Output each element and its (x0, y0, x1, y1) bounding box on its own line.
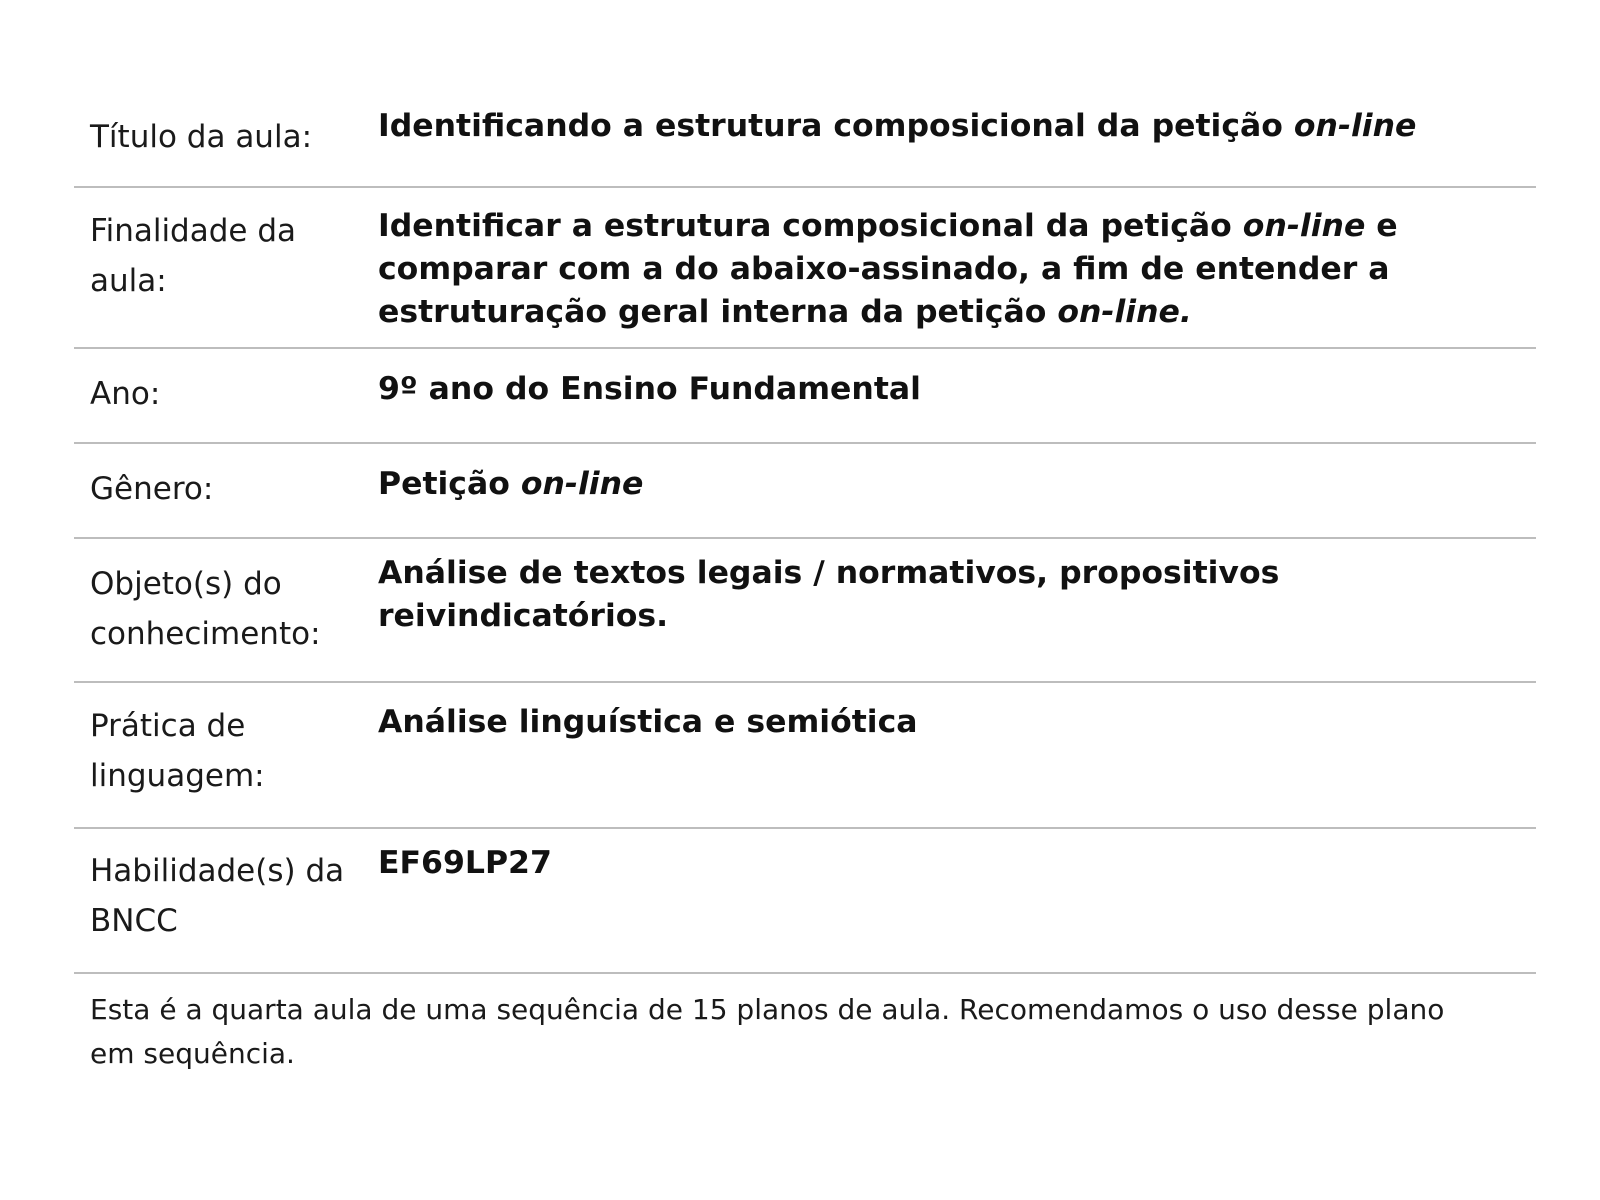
label-finalidade (74, 188, 378, 347)
value-titulo (378, 86, 1536, 186)
row-objeto (74, 539, 1536, 683)
label-ano: Ano: (90, 376, 161, 412)
value-genero (378, 444, 1536, 537)
lesson-plan-table (74, 86, 1536, 1076)
row-pratica (74, 683, 1536, 829)
label-finalidade-line2: aula: (90, 263, 167, 299)
value-finalidade-italic2: on-line. (1057, 294, 1192, 330)
value-objeto: Análise de textos legais / normativos, propositivos reivindicatórios. (378, 555, 1280, 634)
row-ano (74, 349, 1536, 444)
value-pratica: Análise linguística e semiótica (378, 704, 918, 740)
label-objeto (74, 539, 378, 681)
value-finalidade-part2: e comparar com a do abaixo-assinado, a fim de entender a estruturação geral interna da petição (378, 208, 1398, 330)
label-titulo: Título da aula: (90, 119, 313, 155)
label-objeto-line2: conhecimento: (90, 616, 321, 652)
label-habilidade (74, 829, 378, 972)
label-finalidade-line1: Finalidade da (90, 213, 297, 249)
value-titulo-text: Identificando a estrutura composicional da petição (378, 108, 1283, 144)
value-genero-italic: on-line (520, 466, 644, 502)
value-titulo-italic: on-line (1293, 108, 1417, 144)
label-habilidade-line1: Habilidade(s) da (90, 853, 345, 889)
label-genero: Gênero: (90, 471, 214, 507)
label-objeto-line1: Objeto(s) do (90, 566, 282, 602)
row-genero (74, 444, 1536, 539)
label-pratica-line1: Prática de (90, 708, 246, 744)
value-finalidade-italic1: on-line (1242, 208, 1366, 244)
row-titulo (74, 86, 1536, 188)
value-finalidade-part1: Identificar a estrutura composicional da petição (378, 208, 1232, 244)
value-ano: 9º ano do Ensino Fundamental (378, 371, 921, 407)
label-pratica-line2: linguagem: (90, 758, 265, 794)
value-habilidade: EF69LP27 (378, 845, 552, 881)
label-pratica (74, 683, 378, 827)
value-finalidade (378, 188, 1536, 347)
row-finalidade (74, 188, 1536, 349)
row-habilidade (74, 829, 1536, 974)
label-habilidade-line2: BNCC (90, 903, 178, 939)
value-genero-text: Petição (378, 466, 510, 502)
sequence-note: Esta é a quarta aula de uma sequência de 15 planos de aula. Recomendamos o uso desse plano em sequência. (90, 993, 1445, 1070)
